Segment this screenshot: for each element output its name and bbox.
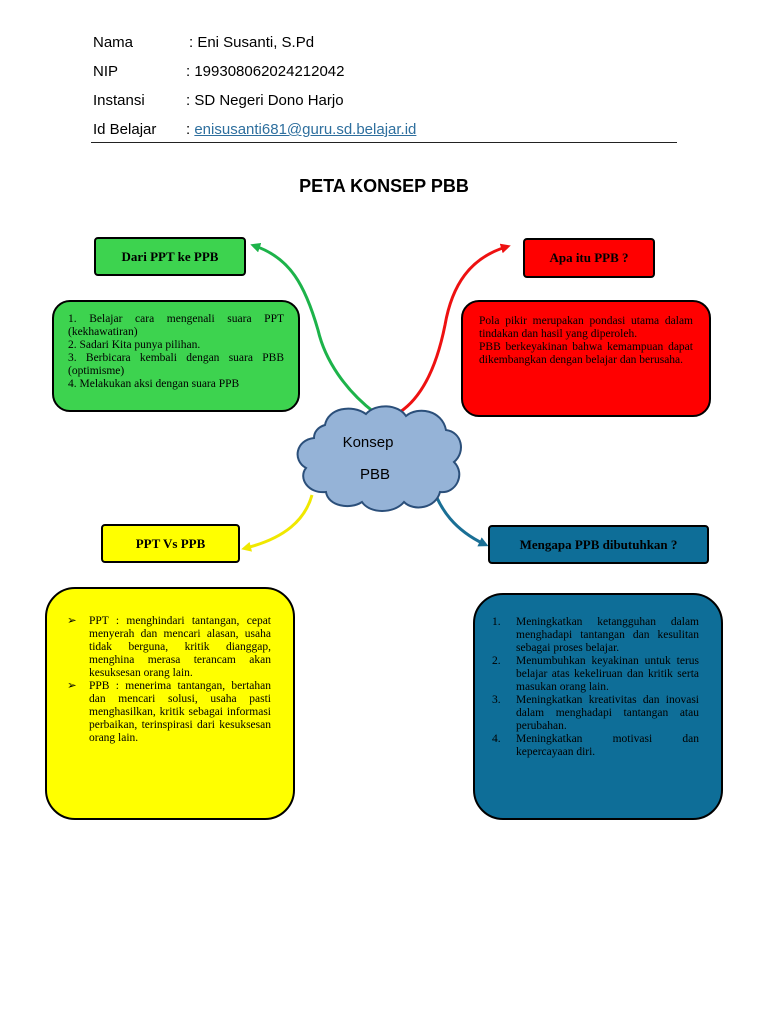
- yellow-list: [65, 615, 271, 745]
- blue-item-3-number: 3.: [492, 694, 501, 706]
- yellow-item-2-text: PPB : menerima tantangan, bertahan dan mencari solusi, usaha pasti menghasilkan, kritik sebagai informasi perbaikan, terinspirasi dari kesuksesan orang lain.: [89, 680, 271, 744]
- blue-item-4-text: Meningkatkan motivasi dan kepercayaan diri.: [516, 733, 699, 758]
- center-concept-line2: PBB: [359, 466, 390, 483]
- blue-item-2: [490, 655, 699, 694]
- blue-item-1: [490, 616, 699, 655]
- red-paragraph-1: Pola pikir merupakan pondasi utama dalam tindakan dan hasil yang diperoleh.: [479, 315, 693, 340]
- id-belajar-label: Id Belajar: [93, 121, 157, 138]
- blue-label-box: [488, 525, 709, 564]
- red-label: Apa itu PPB ?: [549, 250, 629, 265]
- email-link[interactable]: enisusanti681@guru.sd.belajar.id: [194, 121, 417, 138]
- nip-value: : 199308062024212042: [186, 63, 345, 80]
- blue-list: [490, 616, 699, 759]
- yellow-connector: [246, 495, 312, 548]
- yellow-item-1-text: PPT : menghindari tantangan, cepat menyerah dan mencari alasan, usaha tidak berguna, kritik dianggap, menghina merasa terancam akan kesuksesan orang lain.: [89, 615, 271, 679]
- yellow-item-2: [65, 680, 271, 745]
- green-item-2: 2. Sadari Kita punya pilihan.: [68, 339, 201, 351]
- red-label-box: [523, 238, 655, 278]
- blue-item-3-text: Meningkatkan kreativitas dan inovasi dalam menghadapi tantangan atau perubahan.: [516, 694, 699, 732]
- yellow-content-box: [45, 587, 295, 820]
- page-title: PETA KONSEP PBB: [299, 176, 469, 196]
- name-label: Nama: [93, 34, 134, 51]
- red-content-box: [461, 300, 711, 417]
- arrow-bullet-icon: ➢: [67, 615, 77, 627]
- id-belajar-prefix: :: [186, 121, 195, 138]
- blue-item-4-number: 4.: [492, 733, 501, 745]
- name-value: : Eni Susanti, S.Pd: [189, 34, 315, 51]
- blue-item-1-number: 1.: [492, 616, 501, 628]
- arrow-bullet-icon: ➢: [67, 680, 77, 692]
- blue-item-2-text: Menumbuhkan keyakinan untuk terus belajar atas kekeliruan dan kritik serta masukan orang lain.: [516, 655, 699, 693]
- blue-item-1-text: Meningkatkan ketangguhan dalam menghadapi tantangan dan kesulitan sebagai proses belajar.: [516, 616, 699, 654]
- blue-item-3: [490, 694, 699, 733]
- blue-item-4: [490, 733, 699, 759]
- yellow-item-1: [65, 615, 271, 680]
- green-label: Dari PPT ke PPB: [121, 248, 219, 264]
- green-item-3: 3. Berbicara kembali dengan suara PBB (optimisme): [68, 352, 284, 377]
- yellow-label-box: [101, 524, 240, 563]
- green-label-box: [94, 237, 246, 276]
- blue-label: Mengapa PPB dibutuhkan ?: [519, 536, 678, 552]
- red-paragraph-2: PBB berkeyakinan bahwa kemampuan dapat dikembangkan dengan belajar dan berusaha.: [479, 341, 693, 366]
- nip-label: NIP: [93, 63, 119, 80]
- cloud-shape: [298, 406, 461, 511]
- instansi-value: : SD Negeri Dono Harjo: [186, 92, 344, 109]
- center-concept-line1: Konsep: [342, 434, 394, 451]
- green-content-box: [52, 300, 300, 412]
- yellow-label: PPT Vs PPB: [135, 535, 206, 551]
- blue-content-box: [473, 593, 723, 820]
- blue-item-2-number: 2.: [492, 655, 501, 667]
- green-item-4: 4. Melakukan aksi dengan suara PPB: [68, 378, 240, 390]
- instansi-label: Instansi: [93, 92, 145, 109]
- green-item-1: 1. Belajar cara mengenali suara PPT (kekhawatiran): [68, 313, 284, 338]
